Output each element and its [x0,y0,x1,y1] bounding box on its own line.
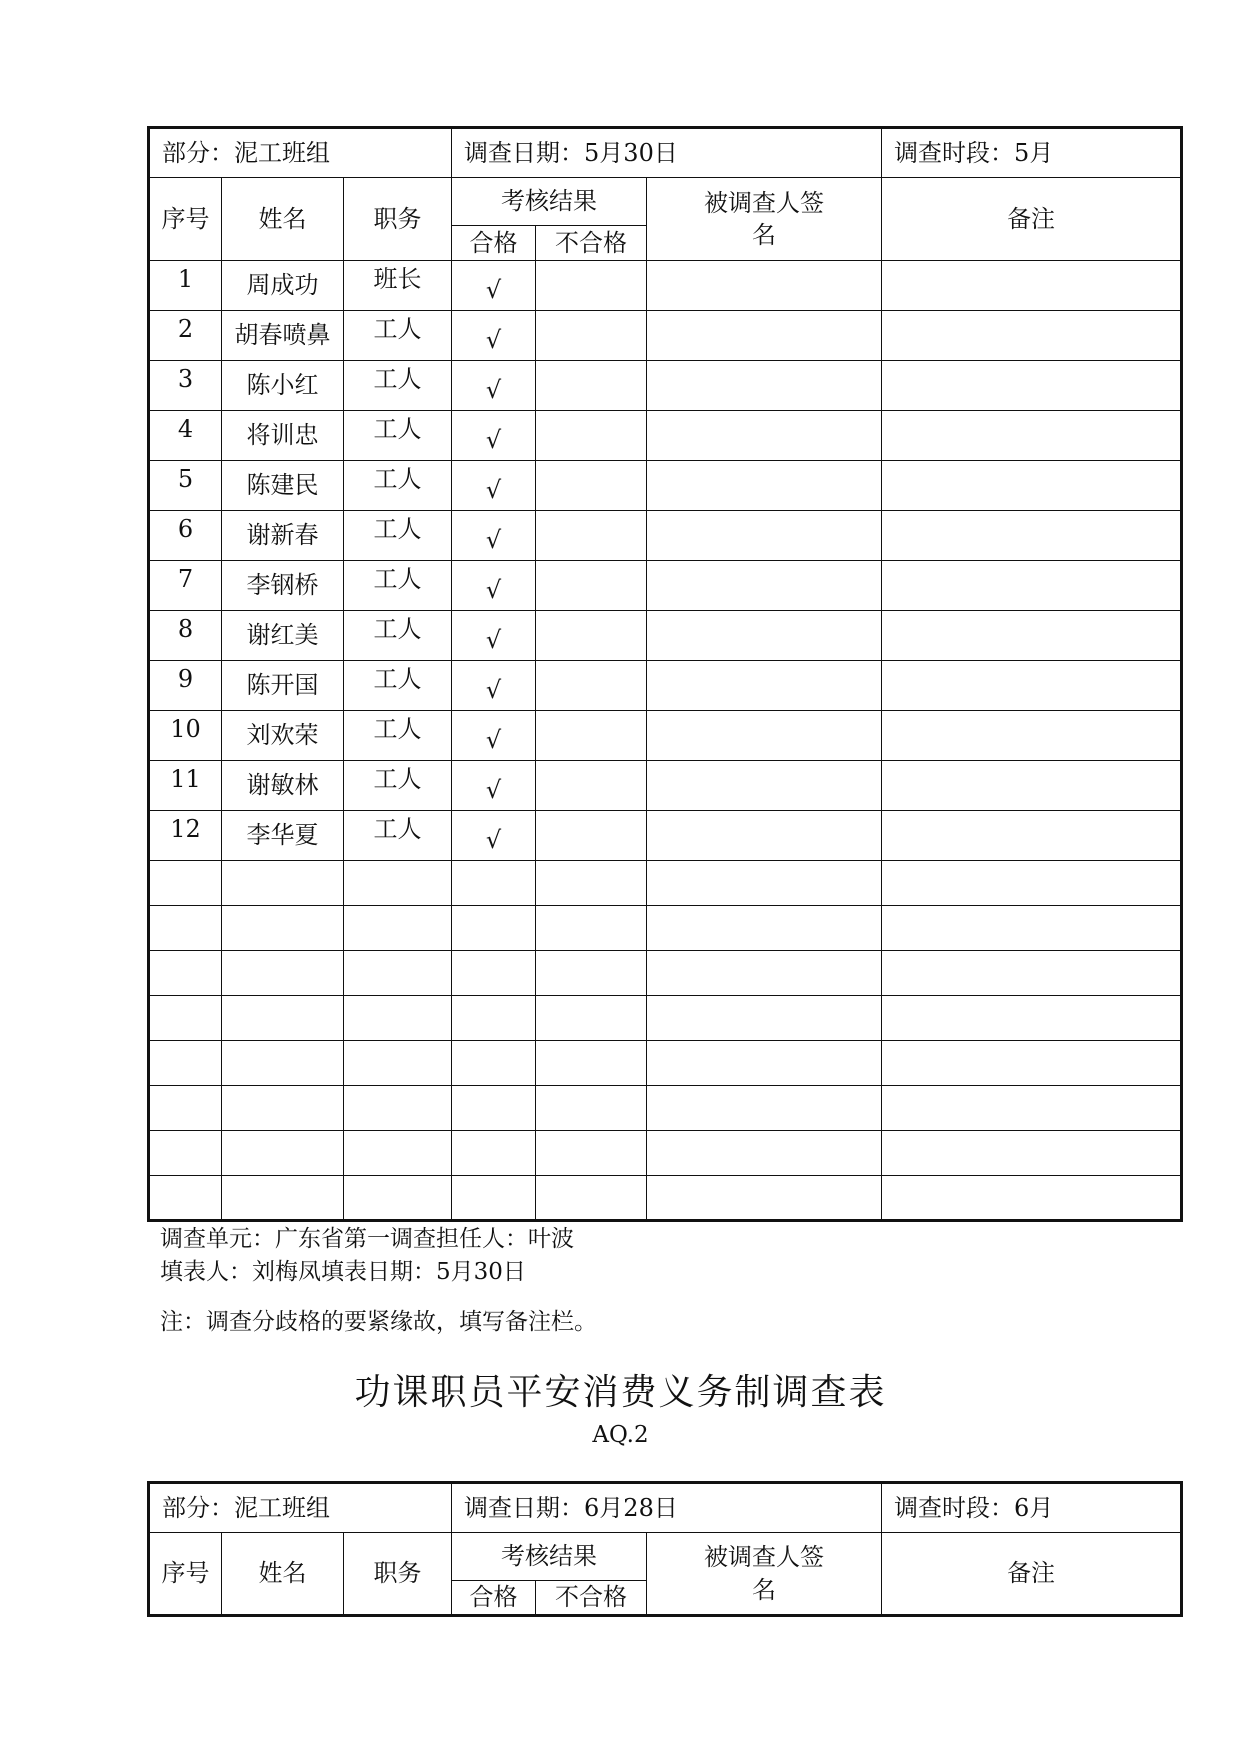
name-text: 李华夏 [246,821,319,850]
blank-cell [149,906,222,951]
pass-text: √ [485,626,502,655]
blank-cell [452,1041,536,1086]
blank-cell [222,951,344,996]
cell-name [222,661,344,711]
survey-table-may [147,126,1183,1222]
table-row [149,661,1182,711]
cell-pass [452,361,536,411]
table-row [149,511,1182,561]
table-row [149,261,1182,311]
pass-text: √ [485,576,502,605]
table-row [149,311,1182,361]
survey-table-june [147,1481,1183,1617]
blank-cell [882,1131,1182,1176]
cell-signature [647,461,882,511]
blank-cell [222,1131,344,1176]
cell-pass [452,261,536,311]
cell-name [222,311,344,361]
blank-cell [149,1041,222,1086]
cell-signature [647,761,882,811]
blank-cell [452,951,536,996]
cell-name [222,461,344,511]
header-fail: 不合格 [536,226,647,261]
pass-text: √ [485,526,502,555]
blank-cell [149,1086,222,1131]
blank-cell [222,996,344,1041]
position-text: 工人 [373,465,422,494]
blank-cell [452,1131,536,1176]
cell-pass [452,461,536,511]
blank-row [149,1041,1182,1086]
blank-cell [149,996,222,1041]
cell-pass [452,561,536,611]
seq-text: 2 [177,315,194,344]
cell-seq [149,761,222,811]
seq-text: 7 [177,565,194,594]
cell-remark [882,461,1182,511]
cell-position [344,411,452,461]
cell-remark [882,361,1182,411]
name-text: 将训忠 [246,421,319,450]
blank-cell [536,1176,647,1221]
blank-cell [882,996,1182,1041]
pass-text: √ [485,726,502,755]
table-row [149,761,1182,811]
position-text: 工人 [373,765,422,794]
blank-row [149,996,1182,1041]
cell-signature [647,511,882,561]
blank-cell [149,861,222,906]
header-seq: 序号 [149,1533,222,1616]
table-row [149,561,1182,611]
cell-signature [647,611,882,661]
blank-cell [882,951,1182,996]
blank-cell [882,1086,1182,1131]
cell-pass [452,661,536,711]
blank-cell [222,1041,344,1086]
cell-fail [536,711,647,761]
filler-line: 填表人：刘梅凤填表日期：5月30日 [160,1259,526,1285]
blank-cell [344,1041,452,1086]
name-text: 陈建民 [246,471,319,500]
cell-signature [647,711,882,761]
name-text: 刘欢荣 [246,721,319,750]
position-text: 工人 [373,615,422,644]
cell-seq [149,461,222,511]
blank-cell [536,951,647,996]
cell-remark [882,661,1182,711]
cell-seq [149,511,222,561]
remark-note: 注：调查分歧格的要紧缘故，填写备注栏。 [160,1309,597,1335]
seq-text: 9 [177,665,194,694]
page-title: 功课职员平安消费义务制调查表 [354,1372,887,1413]
cell-name [222,711,344,761]
cell-remark [882,511,1182,561]
survey-date-cell: 调查日期：6月28日 [452,1483,882,1533]
seq-text: 12 [170,815,201,844]
cell-remark [882,311,1182,361]
cell-name [222,811,344,861]
blank-cell [344,1176,452,1221]
cell-signature [647,311,882,361]
cell-name [222,561,344,611]
table-row [149,611,1182,661]
position-text: 工人 [373,515,422,544]
table-row [149,461,1182,511]
cell-signature [647,261,882,311]
cell-fail [536,311,647,361]
department-cell: 部分：泥工班组 [149,1483,452,1533]
name-text: 谢新春 [246,521,319,550]
blank-cell [647,1176,882,1221]
cell-seq [149,811,222,861]
position-text: 工人 [373,365,422,394]
pass-text: √ [485,676,502,705]
cell-remark [882,261,1182,311]
seq-text: 10 [170,715,201,744]
blank-cell [344,951,452,996]
cell-position [344,561,452,611]
cell-pass [452,811,536,861]
cell-seq [149,711,222,761]
cell-name [222,361,344,411]
position-text: 工人 [373,315,422,344]
blank-cell [452,861,536,906]
cell-seq [149,411,222,461]
header-pass: 合格 [452,226,536,261]
cell-fail [536,261,647,311]
blank-row [149,861,1182,906]
blank-cell [647,861,882,906]
cell-signature [647,661,882,711]
pass-text: √ [485,276,502,305]
seq-text: 3 [177,365,194,394]
cell-remark [882,761,1182,811]
blank-cell [647,1086,882,1131]
survey-date-cell: 调查日期：5月30日 [452,128,882,178]
cell-position [344,461,452,511]
cell-pass [452,511,536,561]
seq-text: 4 [177,415,194,444]
department-cell: 部分：泥工班组 [149,128,452,178]
blank-cell [452,996,536,1041]
blank-row [149,1086,1182,1131]
position-text: 工人 [373,715,422,744]
pass-text: √ [485,326,502,355]
blank-cell [882,1176,1182,1221]
cell-remark [882,411,1182,461]
header-result: 考核结果 [452,1533,647,1581]
cell-fail [536,761,647,811]
blank-cell [536,1041,647,1086]
cell-seq [149,611,222,661]
position-text: 工人 [373,665,422,694]
blank-cell [222,1086,344,1131]
table-row [149,711,1182,761]
blank-cell [536,1086,647,1131]
cell-position [344,811,452,861]
seq-text: 11 [170,765,201,794]
header-position: 职务 [344,178,452,261]
cell-fail [536,611,647,661]
cell-seq [149,261,222,311]
position-text: 工人 [373,565,422,594]
name-text: 胡春喷鼻 [234,321,331,350]
blank-cell [536,1131,647,1176]
cell-signature [647,361,882,411]
name-text: 谢敏林 [246,771,319,800]
cell-name [222,761,344,811]
cell-signature [647,561,882,611]
cell-remark [882,561,1182,611]
cell-seq [149,361,222,411]
blank-cell [344,861,452,906]
seq-text: 1 [177,265,194,294]
cell-fail [536,461,647,511]
cell-seq [149,561,222,611]
seq-text: 5 [177,465,194,494]
cell-position [344,711,452,761]
cell-fail [536,811,647,861]
cell-name [222,261,344,311]
header-name: 姓名 [222,1533,344,1616]
blank-cell [222,906,344,951]
cell-pass [452,611,536,661]
cell-remark [882,711,1182,761]
blank-cell [222,1176,344,1221]
seq-text: 6 [177,515,194,544]
cell-fail [536,361,647,411]
pass-text: √ [485,826,502,855]
cell-position [344,311,452,361]
cell-position [344,511,452,561]
cell-fail [536,411,647,461]
blank-cell [536,861,647,906]
header-signature: 被调查人签名 [647,1533,882,1616]
blank-row [149,951,1182,996]
survey-period-cell: 调查时段：6月 [882,1483,1182,1533]
header-remark: 备注 [882,178,1182,261]
blank-cell [536,906,647,951]
blank-cell [344,996,452,1041]
blank-cell [452,1176,536,1221]
cell-signature [647,411,882,461]
cell-name [222,511,344,561]
name-text: 陈小红 [246,371,319,400]
cell-name [222,611,344,661]
table-row [149,361,1182,411]
blank-row [149,906,1182,951]
pass-text: √ [485,476,502,505]
blank-row [149,1176,1182,1221]
name-text: 谢红美 [246,621,319,650]
header-seq: 序号 [149,178,222,261]
blank-cell [149,951,222,996]
cell-remark [882,811,1182,861]
pass-text: √ [485,426,502,455]
cell-signature [647,811,882,861]
blank-cell [647,996,882,1041]
blank-cell [647,951,882,996]
form-code: AQ.2 [592,1422,649,1448]
cell-pass [452,711,536,761]
header-result: 考核结果 [452,178,647,226]
header-signature: 被调查人签名 [647,178,882,261]
cell-seq [149,661,222,711]
header-fail: 不合格 [536,1581,647,1616]
pass-text: √ [485,776,502,805]
cell-position [344,661,452,711]
header-name: 姓名 [222,178,344,261]
cell-position [344,261,452,311]
name-text: 周成功 [246,271,319,300]
blank-cell [344,906,452,951]
blank-cell [452,1086,536,1131]
name-text: 陈开国 [246,671,319,700]
name-text: 李钢桥 [246,571,319,600]
blank-cell [149,1176,222,1221]
table-row [149,811,1182,861]
cell-pass [452,311,536,361]
blank-cell [344,1131,452,1176]
blank-cell [882,906,1182,951]
blank-cell [452,906,536,951]
cell-remark [882,611,1182,661]
blank-cell [222,861,344,906]
blank-cell [882,1041,1182,1086]
header-remark: 备注 [882,1533,1182,1616]
blank-cell [149,1131,222,1176]
cell-pass [452,411,536,461]
seq-text: 8 [177,615,194,644]
cell-fail [536,511,647,561]
blank-cell [647,1041,882,1086]
header-position: 职务 [344,1533,452,1616]
cell-seq [149,311,222,361]
position-text: 班长 [373,265,422,294]
cell-position [344,361,452,411]
survey-period-cell: 调查时段：5月 [882,128,1182,178]
blank-cell [536,996,647,1041]
blank-cell [647,1131,882,1176]
blank-cell [882,861,1182,906]
cell-fail [536,561,647,611]
header-pass: 合格 [452,1581,536,1616]
position-text: 工人 [373,815,422,844]
position-text: 工人 [373,415,422,444]
blank-cell [647,906,882,951]
cell-pass [452,761,536,811]
blank-cell [344,1086,452,1131]
cell-position [344,611,452,661]
cell-position [344,761,452,811]
cell-name [222,411,344,461]
table-row [149,411,1182,461]
survey-unit-line: 调查单元：广东省第一调查担任人：叶波 [160,1226,574,1252]
pass-text: √ [485,376,502,405]
cell-fail [536,661,647,711]
blank-row [149,1131,1182,1176]
